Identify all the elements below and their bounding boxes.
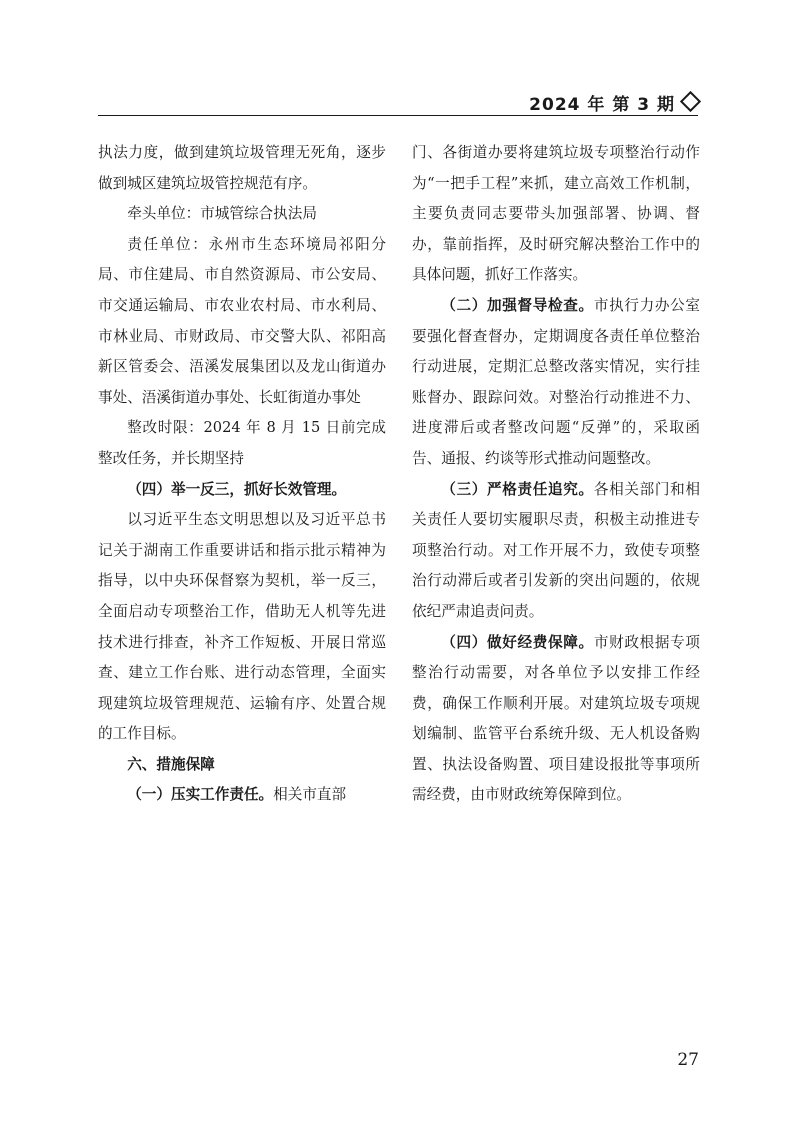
paragraph-text: 市执行力办公室要强化督查督办，定期调度各责任单位整治行动进展，定期汇总整改落实情况，实行挂账督办、跟踪问效。对整治行动推进不力、进度滞后或者整改问题“反弹”的，采取函告、通报、约谈等形式推动问题整改。 bbox=[412, 296, 700, 467]
paragraph-lead-unit bbox=[98, 199, 386, 230]
section-heading bbox=[98, 475, 386, 506]
paragraph-text: 各相关部门和相关责任人要切实履职尽责，积极主动推进专项整治行动。对工作开展不力，致使专项整治行动滞后或者引发新的突出问题的，依规依纪严肃追责问责。 bbox=[412, 480, 700, 620]
paragraph-measure-2 bbox=[412, 291, 700, 475]
measure-heading: （二）加强督导检查。 bbox=[441, 296, 594, 314]
paragraph-measure-3 bbox=[412, 475, 700, 628]
heading-text: （四）举一反三，抓好长效管理。 bbox=[127, 480, 347, 498]
heading-text: 六、措施保障 bbox=[127, 755, 215, 773]
paragraph-text: 门、各街道办要将建筑垃圾专项整治行动作为“一把手工程”来抓，建立高效工作机制，主要负责同志要带头加强部署、协调、督办，靠前指挥，及时研究解决整治工作中的具体问题，抓好工作落实。 bbox=[412, 144, 700, 284]
header-rule bbox=[98, 115, 698, 116]
measure-heading: （三）严格责任追究。 bbox=[441, 480, 594, 498]
paragraph-text: 市财政根据专项整治行动需要，对各单位予以安排工作经费，确保工作顺利开展。对建筑垃圾专项规划编制、监管平台系统升级、无人机设备购置、执法设备购置、项目建设报批等事项所需经费，由市财政统筹保障到位。 bbox=[412, 633, 700, 804]
left-column bbox=[98, 138, 386, 811]
page-number: 27 bbox=[677, 1050, 699, 1070]
issue-text: 2024 年 第 3 期 bbox=[529, 95, 675, 115]
paragraph-text: 牵头单位：市城管综合执法局 bbox=[127, 205, 317, 223]
running-header bbox=[98, 80, 698, 116]
paragraph-deadline bbox=[98, 413, 386, 474]
paragraph-continuation bbox=[412, 138, 700, 291]
diamond-icon bbox=[680, 91, 701, 112]
paragraph-text: 以习近平生态文明思想以及习近平总书记关于湖南工作重要讲话和指示批示精神为指导，以中央环保督察为契机，举一反三，全面启动专项整治工作，借助无人机等先进技术进行排查，补齐工作短板、开展日常巡查、建立工作台账、进行动态管理，全面实现建筑垃圾管理规范、运输有序、处置合规的工作目标。 bbox=[98, 511, 386, 743]
paragraph-text: 相关市直部 bbox=[273, 786, 347, 804]
paragraph-measure-4 bbox=[412, 628, 700, 812]
paragraph-body bbox=[98, 505, 386, 750]
paragraph-text: 整改时限：2024 年 8 月 15 日前完成整改任务，并长期坚持 bbox=[98, 419, 386, 467]
paragraph-text: 责任单位：永州市生态环境局祁阳分局、市住建局、市自然资源局、市公安局、市交通运输局、市农业农村局、市水利局、市林业局、市财政局、市交警大队、祁阳高新区管委会、浯溪发展集团以及龙山街道办事处、浯溪街道办事处、长虹街道办事处 bbox=[98, 235, 386, 406]
paragraph-text: 执法力度，做到建筑垃圾管理无死角，逐步做到城区建筑垃圾管控规范有序。 bbox=[98, 144, 386, 192]
paragraph-responsible-units bbox=[98, 230, 386, 414]
paragraph-continuation bbox=[98, 138, 386, 199]
right-column bbox=[412, 138, 700, 811]
chapter-heading bbox=[98, 750, 386, 781]
issue-label bbox=[529, 90, 698, 115]
paragraph-measure-1 bbox=[98, 780, 386, 811]
measure-heading: （一）压实工作责任。 bbox=[127, 786, 274, 804]
measure-heading: （四）做好经费保障。 bbox=[441, 633, 594, 651]
